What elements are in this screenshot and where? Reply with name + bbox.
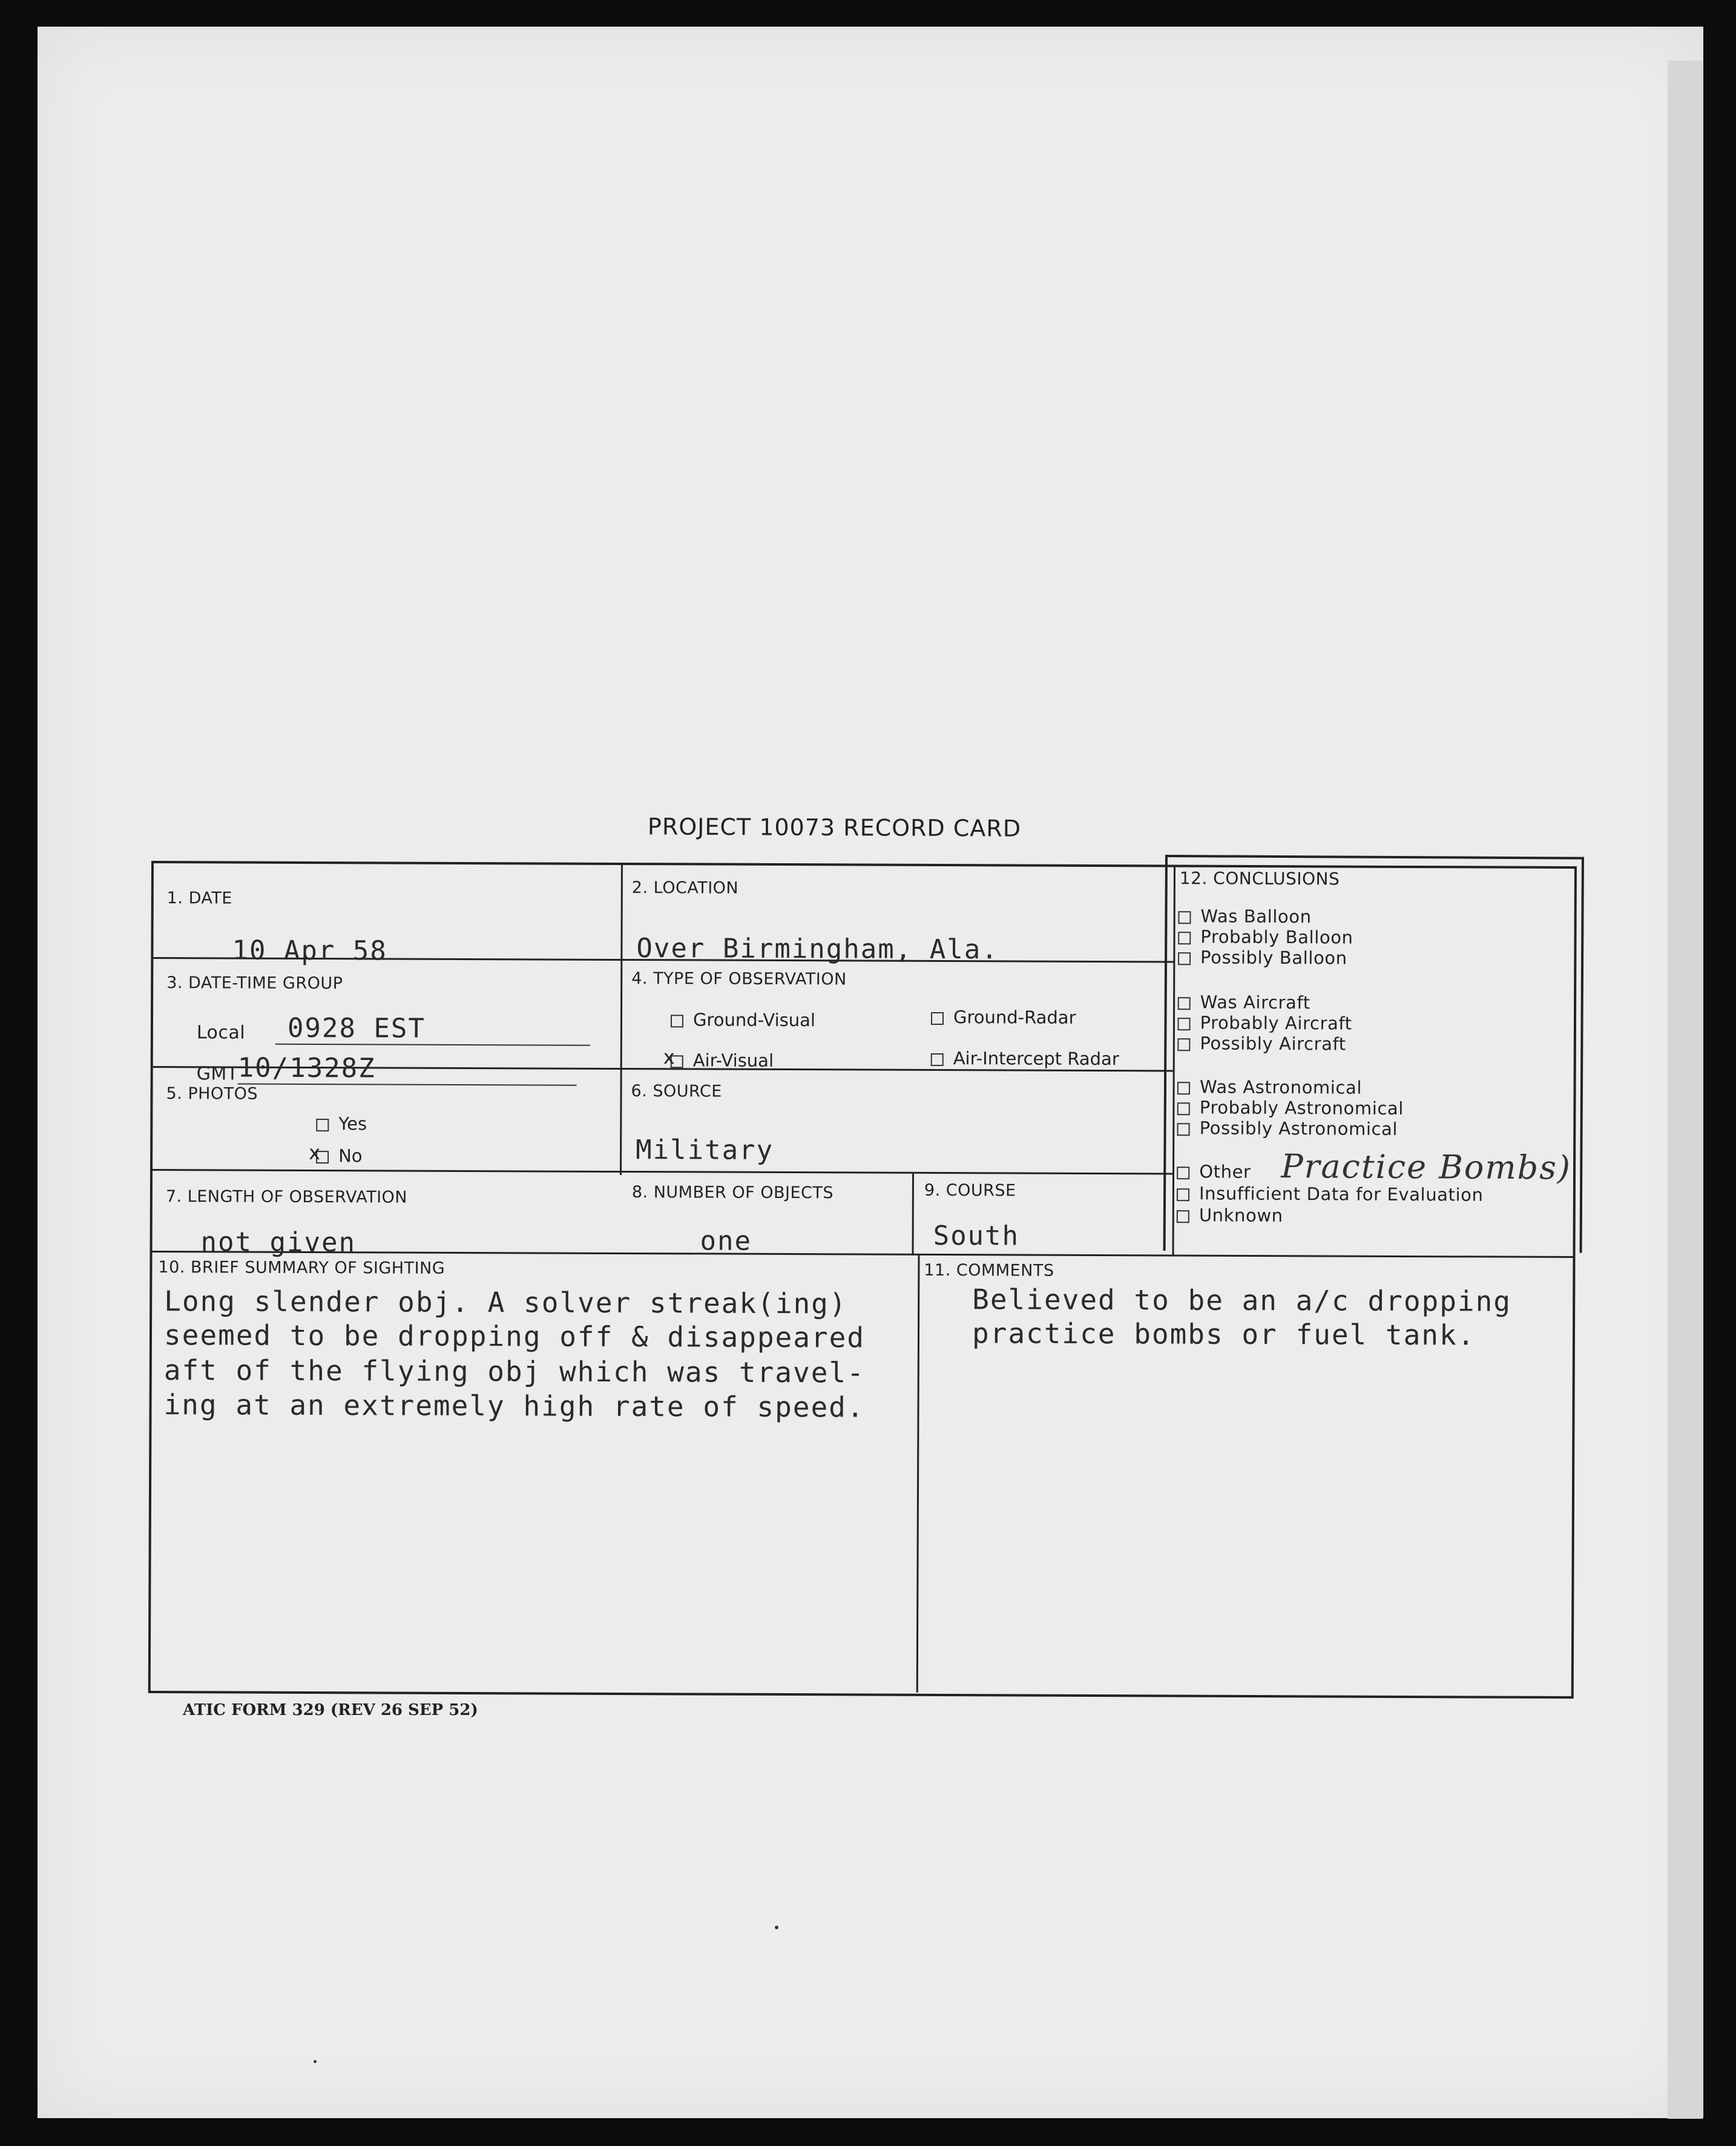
number-of-objects-label: 8. NUMBER OF OBJECTS xyxy=(631,1183,834,1203)
checkbox-icon xyxy=(1178,932,1191,944)
conclusion-possibly-aircraft[interactable]: Possibly Aircraft xyxy=(1177,1033,1346,1054)
summary-line: ing at an extremely high rate of speed. xyxy=(163,1388,865,1424)
conclusion-other[interactable]: Other xyxy=(1177,1161,1251,1182)
conclusion-was-astronomical[interactable]: Was Astronomical xyxy=(1177,1076,1362,1098)
checkbox-icon xyxy=(1178,952,1191,965)
summary-line: seemed to be dropping off & disappeared xyxy=(163,1318,866,1354)
gmt-label: GMT xyxy=(196,1063,238,1085)
divider xyxy=(153,1169,1172,1174)
checkbox-icon xyxy=(316,1119,329,1131)
type-of-observation-label: 4. TYPE OF OBSERVATION xyxy=(631,969,847,989)
checked-checkbox-icon xyxy=(671,1055,683,1068)
location-label: 2. LOCATION xyxy=(631,878,739,898)
speck xyxy=(314,2060,317,2063)
checkbox-icon xyxy=(1177,1038,1190,1051)
date-value: 10 Apr 58 xyxy=(232,935,387,967)
divider xyxy=(620,865,623,1175)
film-edge-strip xyxy=(1668,61,1703,2119)
summary-line: aft of the flying obj which was travel- xyxy=(163,1354,865,1389)
other-handwritten-note: Practice Bombs) xyxy=(1281,1147,1572,1187)
checkbox-icon xyxy=(1177,1102,1190,1115)
checkbox-icon xyxy=(1178,911,1191,924)
conclusion-possibly-astronomical[interactable]: Possibly Astronomical xyxy=(1177,1117,1398,1139)
checkbox-icon xyxy=(1177,1210,1189,1223)
checked-checkbox-icon xyxy=(316,1151,329,1164)
conclusion-possibly-balloon[interactable]: Possibly Balloon xyxy=(1178,947,1347,968)
form-number: ATIC FORM 329 (REV 26 SEP 52) xyxy=(183,1701,478,1719)
checkbox-icon xyxy=(1177,1167,1189,1179)
conclusions-panel xyxy=(1163,855,1584,1253)
checkbox-icon xyxy=(1177,1188,1189,1201)
checkbox-icon xyxy=(1178,997,1191,1010)
source-label: 6. SOURCE xyxy=(631,1082,722,1101)
summary-label: 10. BRIEF SUMMARY OF SIGHTING xyxy=(158,1258,446,1278)
option-ground-radar[interactable]: Ground-Radar xyxy=(931,1007,1076,1028)
course-label: 9. COURSE xyxy=(924,1180,1016,1200)
photos-label: 5. PHOTOS xyxy=(166,1084,258,1104)
checkbox-icon xyxy=(671,1015,683,1027)
option-photos-no[interactable]: xNo xyxy=(316,1145,363,1166)
checkbox-icon xyxy=(1177,1123,1190,1136)
date-time-group-label: 3. DATE-TIME GROUP xyxy=(166,973,343,993)
option-air-visual[interactable]: xAir-Visual xyxy=(671,1050,774,1071)
checkbox-icon xyxy=(1177,1082,1190,1094)
gmt-time-value: 10/1328Z xyxy=(238,1053,577,1086)
location-value: Over Birmingham, Ala. xyxy=(636,933,999,966)
checkbox-icon xyxy=(931,1053,944,1065)
conclusion-insufficient-data[interactable]: Insufficient Data for Evaluation xyxy=(1177,1183,1484,1205)
conclusion-was-aircraft[interactable]: Was Aircraft xyxy=(1178,992,1310,1013)
comments-line: practice bombs or fuel tank. xyxy=(972,1317,1476,1352)
conclusion-was-balloon[interactable]: Was Balloon xyxy=(1178,906,1311,927)
comments-label: 11. COMMENTS xyxy=(924,1260,1054,1280)
checkbox-icon xyxy=(931,1012,944,1024)
conclusions-label: 12. CONCLUSIONS xyxy=(1179,868,1340,889)
divider xyxy=(916,1254,920,1693)
local-label: Local xyxy=(196,1022,246,1044)
card-title: PROJECT 10073 RECORD CARD xyxy=(647,813,1022,842)
local-time-value: 0928 EST xyxy=(275,1013,590,1046)
option-air-intercept-radar[interactable]: Air-Intercept Radar xyxy=(931,1048,1119,1069)
option-photos-yes[interactable]: Yes xyxy=(316,1113,367,1134)
divider xyxy=(153,1251,1573,1258)
source-value: Military xyxy=(636,1134,774,1166)
course-value: South xyxy=(933,1220,1020,1252)
conclusion-probably-aircraft[interactable]: Probably Aircraft xyxy=(1177,1012,1352,1034)
length-of-observation-value: not given xyxy=(200,1226,357,1259)
speck xyxy=(775,1926,778,1929)
conclusion-probably-astronomical[interactable]: Probably Astronomical xyxy=(1177,1097,1404,1119)
comments-line: Believed to be an a/c dropping xyxy=(972,1283,1512,1318)
option-ground-visual[interactable]: Ground-Visual xyxy=(671,1009,815,1030)
summary-line: Long slender obj. A solver streak(ing) xyxy=(164,1285,847,1320)
number-of-objects-value: one xyxy=(700,1225,752,1257)
conclusion-unknown[interactable]: Unknown xyxy=(1177,1205,1283,1226)
conclusion-probably-balloon[interactable]: Probably Balloon xyxy=(1178,926,1353,948)
checkbox-icon xyxy=(1177,1018,1190,1030)
length-of-observation-label: 7. LENGTH OF OBSERVATION xyxy=(165,1187,408,1207)
divider xyxy=(912,1174,915,1256)
date-label: 1. DATE xyxy=(166,889,232,908)
